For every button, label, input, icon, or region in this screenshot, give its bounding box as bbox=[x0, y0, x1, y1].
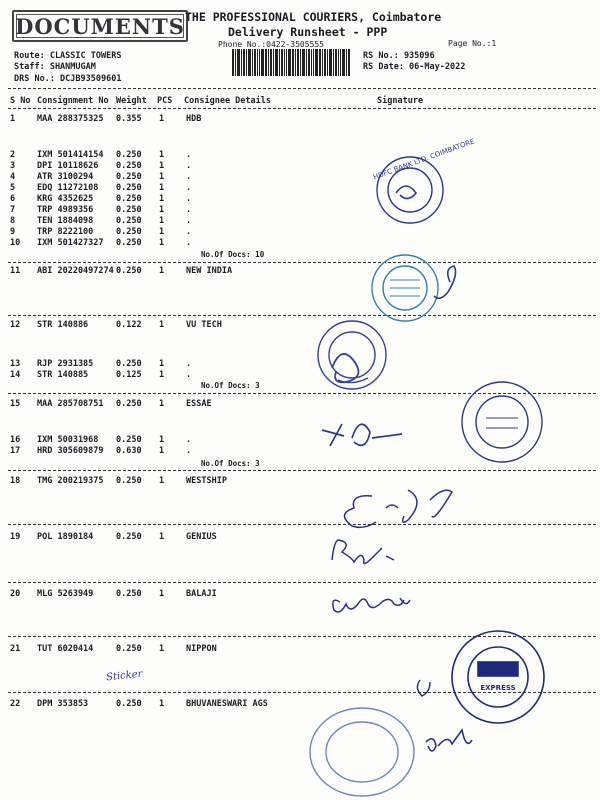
essae-stamp bbox=[322, 382, 542, 462]
row-consignment-no: DPM 353853 bbox=[37, 699, 89, 709]
route: Route: CLASSIC TOWERS bbox=[14, 51, 122, 61]
row-consignment-no: MAA 288375325 bbox=[37, 114, 104, 124]
row-sno: 7 bbox=[10, 205, 16, 215]
row-weight: 0.250 bbox=[116, 194, 142, 204]
row-sno: 17 bbox=[10, 446, 21, 456]
row-weight: 0.250 bbox=[116, 699, 142, 709]
row-consignee: GENIUS bbox=[186, 532, 217, 542]
row-sno: 20 bbox=[10, 589, 21, 599]
row-weight: 0.250 bbox=[116, 532, 142, 542]
row-consignment-no: ATR 3100294 bbox=[37, 172, 94, 182]
row-sno: 9 bbox=[10, 227, 16, 237]
row-consignee: VU TECH bbox=[186, 320, 222, 330]
row-pcs: 1 bbox=[159, 205, 165, 215]
row-consignment-no: IXM 501414154 bbox=[37, 150, 104, 160]
documents-stamp: DOCUMENTS bbox=[12, 10, 188, 42]
row-weight: 0.250 bbox=[116, 150, 142, 160]
row-pcs: 1 bbox=[159, 238, 165, 248]
row-sno: 22 bbox=[10, 699, 21, 709]
balaji-signature bbox=[333, 598, 410, 612]
row-pcs: 1 bbox=[159, 320, 165, 330]
row-sno: 6 bbox=[10, 194, 16, 204]
rs-number: RS No.: 935096 bbox=[363, 51, 435, 61]
col-pcs: PCS bbox=[157, 96, 173, 106]
row-weight: 0.355 bbox=[116, 114, 142, 124]
row-consignee: . bbox=[186, 194, 192, 204]
row-consignment-no: IXM 50031968 bbox=[37, 435, 99, 445]
row-pcs: 1 bbox=[159, 172, 165, 182]
col-sno: S No bbox=[10, 96, 31, 106]
row-consignee: . bbox=[186, 205, 192, 215]
row-weight: 0.250 bbox=[116, 238, 142, 248]
row-sno: 4 bbox=[10, 172, 16, 182]
row-consignee: . bbox=[186, 446, 192, 456]
row-sno: 13 bbox=[10, 359, 21, 369]
row-consignee: . bbox=[186, 435, 192, 445]
col-consignee: Consignee Details bbox=[184, 96, 271, 106]
company-title: THE PROFESSIONAL COURIERS, Coimbatore bbox=[185, 10, 442, 24]
stamp-text: HDFC BANK LTD. COIMBATORE bbox=[372, 137, 476, 182]
row-pcs: 1 bbox=[159, 644, 165, 654]
row-sno: 21 bbox=[10, 644, 21, 654]
row-pcs: 1 bbox=[159, 699, 165, 709]
row-consignee: . bbox=[186, 238, 192, 248]
row-consignment-no: STR 140885 bbox=[37, 370, 89, 380]
phone-number: Phone No.:0422-3505555 bbox=[218, 40, 324, 49]
row-weight: 0.250 bbox=[116, 161, 142, 171]
row-sno: 8 bbox=[10, 216, 16, 226]
row-sno: 15 bbox=[10, 399, 21, 409]
row-consignment-no: HRD 305609879 bbox=[37, 446, 104, 456]
row-sno: 12 bbox=[10, 320, 21, 330]
row-pcs: 1 bbox=[159, 161, 165, 171]
row-weight: 0.122 bbox=[116, 320, 142, 330]
row-consignment-no: TUT 6020414 bbox=[37, 644, 94, 654]
row-sno: 14 bbox=[10, 370, 21, 380]
svg-text:EXPRESS: EXPRESS bbox=[480, 684, 516, 692]
row-weight: 0.250 bbox=[116, 216, 142, 226]
row-sno: 2 bbox=[10, 150, 16, 160]
row-pcs: 1 bbox=[159, 227, 165, 237]
row-consignment-no: KRG 4352625 bbox=[37, 194, 94, 204]
row-sno: 11 bbox=[10, 266, 21, 276]
new-india-stamp bbox=[372, 255, 456, 321]
row-weight: 0.250 bbox=[116, 205, 142, 215]
docs-count-note: No.Of Docs: 3 bbox=[201, 381, 260, 390]
row-consignment-no: IXM 501427327 bbox=[37, 238, 104, 248]
row-consignee: ESSAE bbox=[186, 399, 212, 409]
row-pcs: 1 bbox=[159, 399, 165, 409]
runsheet-title: Delivery Runsheet - PPP bbox=[228, 25, 388, 39]
sticker-note: Sticker bbox=[105, 668, 143, 684]
row-pcs: 1 bbox=[159, 532, 165, 542]
row-pcs: 1 bbox=[159, 476, 165, 486]
row-consignment-no: ABI 20220497274 bbox=[37, 266, 114, 276]
row-consignee: . bbox=[186, 161, 192, 171]
row-consignment-no: TEN 1884098 bbox=[37, 216, 94, 226]
row-weight: 0.250 bbox=[116, 435, 142, 445]
row-consignment-no: STR 140886 bbox=[37, 320, 89, 330]
row-weight: 0.125 bbox=[116, 370, 142, 380]
col-weight: Weight bbox=[116, 96, 147, 106]
row-pcs: 1 bbox=[159, 114, 165, 124]
row-pcs: 1 bbox=[159, 183, 165, 193]
row-weight: 0.250 bbox=[116, 359, 142, 369]
row-pcs: 1 bbox=[159, 370, 165, 380]
row-consignee: . bbox=[186, 150, 192, 160]
row-consignment-no: MLG 5263949 bbox=[37, 589, 94, 599]
row-pcs: 1 bbox=[159, 266, 165, 276]
row-weight: 0.630 bbox=[116, 446, 142, 456]
row-sno: 5 bbox=[10, 183, 16, 193]
westship-signature bbox=[344, 490, 452, 527]
genius-signature bbox=[332, 540, 394, 564]
row-consignee: . bbox=[186, 172, 192, 182]
row-consignee: . bbox=[186, 227, 192, 237]
col-signature: Signature bbox=[377, 96, 424, 106]
row-consignee: . bbox=[186, 370, 192, 380]
row-pcs: 1 bbox=[159, 589, 165, 599]
nippon-express-stamp bbox=[417, 631, 544, 723]
drs-number: DRS No.: DCJB93509601 bbox=[14, 74, 122, 84]
row-consignment-no: MAA 285708751 bbox=[37, 399, 104, 409]
row-weight: 0.250 bbox=[116, 227, 142, 237]
row-sno: 19 bbox=[10, 532, 21, 542]
row-consignment-no: POL 1890184 bbox=[37, 532, 94, 542]
row-consignee: NEW INDIA bbox=[186, 266, 233, 276]
row-weight: 0.250 bbox=[116, 644, 142, 654]
row-weight: 0.250 bbox=[116, 399, 142, 409]
row-consignment-no: TMG 200219375 bbox=[37, 476, 104, 486]
staff: Staff: SHANMUGAM bbox=[14, 62, 96, 72]
row-consignee: . bbox=[186, 359, 192, 369]
row-consignment-no: TRP 8222100 bbox=[37, 227, 94, 237]
row-consignee: . bbox=[186, 183, 192, 193]
row-pcs: 1 bbox=[159, 446, 165, 456]
row-sno: 18 bbox=[10, 476, 21, 486]
row-consignment-no: DPI 10118626 bbox=[37, 161, 99, 171]
row-consignment-no: EDQ 11272108 bbox=[37, 183, 99, 193]
row-pcs: 1 bbox=[159, 435, 165, 445]
row-consignee: WESTSHIP bbox=[186, 476, 227, 486]
row-consignee: NIPPON bbox=[186, 644, 217, 654]
vu-tech-stamp bbox=[318, 321, 386, 389]
row-sno: 16 bbox=[10, 435, 21, 445]
row-weight: 0.250 bbox=[116, 266, 142, 276]
rs-date: RS Date: 06-May-2022 bbox=[363, 62, 466, 72]
col-consignment: Consignment No bbox=[37, 96, 109, 106]
row-sno: 1 bbox=[10, 114, 16, 124]
row-weight: 0.250 bbox=[116, 589, 142, 599]
row-consignment-no: TRP 4989356 bbox=[37, 205, 94, 215]
row-consignee: . bbox=[186, 216, 192, 226]
row-pcs: 1 bbox=[159, 359, 165, 369]
row-consignee: BHUVANESWARI AGS bbox=[186, 699, 268, 709]
row-pcs: 1 bbox=[159, 194, 165, 204]
row-pcs: 1 bbox=[159, 216, 165, 226]
row-consignment-no: RJP 2931385 bbox=[37, 359, 94, 369]
docs-count-note: No.Of Docs: 3 bbox=[201, 459, 260, 468]
docs-count-note: No.Of Docs: 10 bbox=[201, 250, 265, 259]
hdfc-bank-stamp bbox=[372, 137, 475, 223]
row-pcs: 1 bbox=[159, 150, 165, 160]
row-sno: 10 bbox=[10, 238, 21, 248]
row-weight: 0.250 bbox=[116, 172, 142, 182]
row-sno: 3 bbox=[10, 161, 16, 171]
row-weight: 0.250 bbox=[116, 183, 142, 193]
row-weight: 0.250 bbox=[116, 476, 142, 486]
page-number: Page No.:1 bbox=[448, 39, 497, 48]
row-consignee: HDB bbox=[186, 114, 202, 124]
row-consignee: BALAJI bbox=[186, 589, 217, 599]
bhuvaneswari-stamp bbox=[310, 708, 472, 796]
